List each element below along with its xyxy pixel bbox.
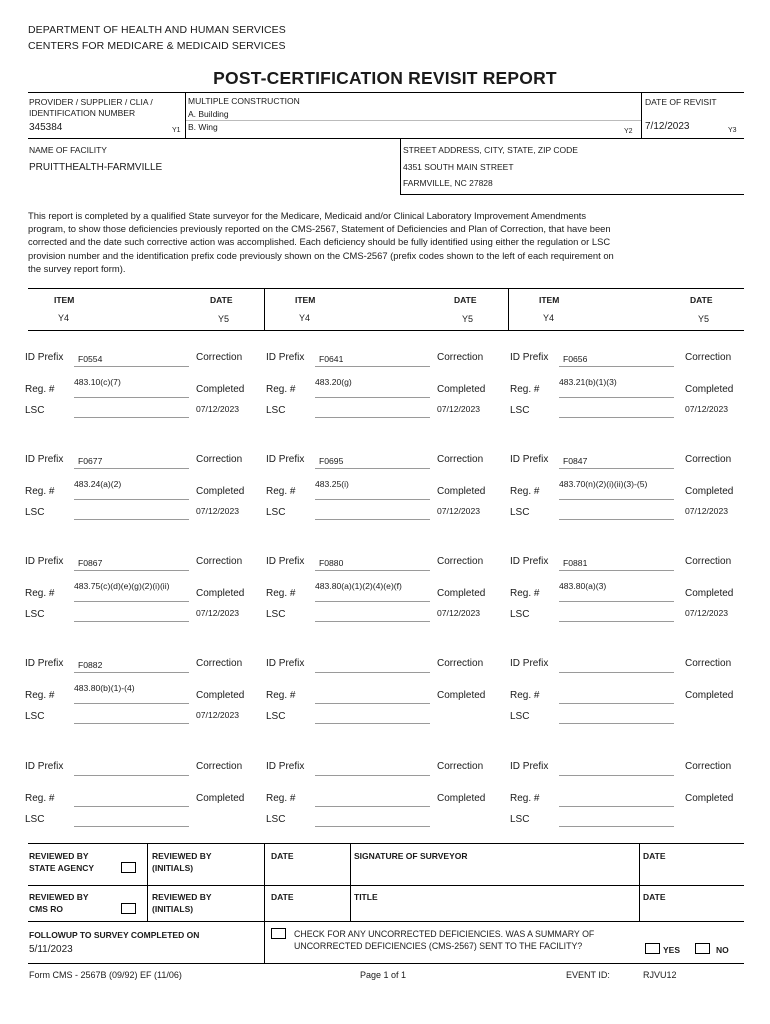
address-line-1: 4351 SOUTH MAIN STREET [403, 162, 514, 172]
title-date-label: DATE [643, 892, 666, 902]
reg-number-value[interactable]: 483.21(b)(1)(3) [559, 377, 617, 387]
lsc-label: LSC [25, 405, 45, 416]
yes-label: YES [663, 945, 681, 955]
report-title: POST-CERTIFICATION REVISIT REPORT [213, 68, 557, 88]
completed-date-value[interactable]: 07/12/2023 [196, 506, 240, 516]
event-id-label: EVENT ID: [566, 970, 610, 980]
signature-label: SIGNATURE OF SURVEYOR [354, 851, 468, 861]
completed-label: Completed [437, 690, 486, 701]
page-number: Page 1 of 1 [360, 970, 407, 980]
correction-label: Correction [196, 454, 243, 465]
id-prefix-label: ID Prefix [266, 658, 305, 669]
lsc-label: LSC [25, 711, 45, 722]
completed-label: Completed [196, 690, 245, 701]
state-agency-checkbox[interactable] [121, 862, 136, 873]
reg-number-label: Reg. # [510, 384, 540, 395]
lsc-label: LSC [266, 711, 286, 722]
column-item-code: Y4 [299, 313, 311, 323]
column-date-code: Y5 [218, 314, 230, 324]
correction-label: Correction [437, 556, 484, 567]
id-prefix-value[interactable]: F0554 [78, 354, 103, 364]
completed-label: Completed [196, 486, 245, 497]
id-prefix-label: ID Prefix [266, 352, 305, 363]
completed-date-value[interactable]: 07/12/2023 [196, 608, 240, 618]
revisit-date-label: DATE OF REVISIT [645, 97, 717, 107]
reviewed-by-state-label: REVIEWED BY STATE AGENCY [29, 851, 95, 873]
completed-label: Completed [685, 793, 734, 804]
completed-label: Completed [196, 793, 245, 804]
id-prefix-value[interactable]: F0880 [319, 558, 344, 568]
completed-date-value[interactable]: 07/12/2023 [437, 608, 481, 618]
lsc-label: LSC [25, 507, 45, 518]
correction-label: Correction [196, 352, 243, 363]
y3-code: Y3 [728, 127, 737, 134]
reg-number-value[interactable]: 483.80(b)(1)-(4) [74, 683, 135, 693]
completed-date-value[interactable]: 07/12/2023 [685, 506, 729, 516]
column-item-code: Y4 [58, 313, 70, 323]
id-prefix-label: ID Prefix [510, 658, 549, 669]
id-prefix-label: ID Prefix [25, 352, 64, 363]
completed-date-value[interactable]: 07/12/2023 [437, 506, 481, 516]
provider-id-label-1: PROVIDER / SUPPLIER / CLIA / [29, 97, 153, 107]
completed-date-value[interactable]: 07/12/2023 [685, 404, 729, 414]
provider-id-value: 345384 [29, 122, 63, 133]
uncorrected-question: CHECK FOR ANY UNCORRECTED DEFICIENCIES. WAS A SUMMARY OF UNCORRECTED DEFICIENCIES (CMS-2567) SENT TO THE FACILITY? [294, 929, 595, 951]
completed-label: Completed [196, 384, 245, 395]
column-date-code: Y5 [698, 314, 710, 324]
event-id-value: RJVU12 [643, 970, 677, 980]
lsc-label: LSC [266, 507, 286, 518]
column-date-header: DATE [454, 295, 477, 305]
correction-label: Correction [196, 556, 243, 567]
correction-label: Correction [685, 658, 732, 669]
correction-label: Correction [437, 352, 484, 363]
correction-label: Correction [685, 761, 732, 772]
correction-label: Correction [196, 658, 243, 669]
id-prefix-label: ID Prefix [266, 454, 305, 465]
facility-name-value: PRUITTHEALTH-FARMVILLE [29, 162, 163, 173]
column-item-code: Y4 [543, 313, 555, 323]
correction-label: Correction [196, 761, 243, 772]
lsc-label: LSC [25, 609, 45, 620]
lsc-label: LSC [510, 814, 530, 825]
completed-label: Completed [437, 486, 486, 497]
reg-number-label: Reg. # [25, 384, 55, 395]
correction-label: Correction [685, 454, 732, 465]
lsc-label: LSC [25, 814, 45, 825]
column-date-header: DATE [690, 295, 713, 305]
reg-number-label: Reg. # [25, 588, 55, 599]
followup-label: FOLLOWUP TO SURVEY COMPLETED ON [29, 930, 200, 940]
form-number: Form CMS - 2567B (09/92) EF (11/06) [29, 970, 182, 980]
followup-date-value: 5/11/2023 [29, 944, 73, 955]
completed-label: Completed [437, 588, 486, 599]
y1-code: Y1 [172, 127, 181, 134]
reg-number-value[interactable]: 483.80(a)(1)(2)(4)(e)(f) [315, 581, 402, 591]
facility-name-label: NAME OF FACILITY [29, 145, 107, 155]
completed-date-value[interactable]: 07/12/2023 [196, 710, 240, 720]
completed-label: Completed [437, 793, 486, 804]
reg-number-label: Reg. # [510, 486, 540, 497]
agency-name: CENTERS FOR MEDICARE & MEDICAID SERVICES [28, 40, 286, 52]
id-prefix-value[interactable]: F0847 [563, 456, 588, 466]
no-label: NO [716, 945, 729, 955]
id-prefix-label: ID Prefix [25, 658, 64, 669]
state-date-label: DATE [271, 851, 294, 861]
reg-number-label: Reg. # [510, 690, 540, 701]
id-prefix-label: ID Prefix [510, 761, 549, 772]
id-prefix-value[interactable]: F0656 [563, 354, 588, 364]
yes-checkbox[interactable] [645, 943, 660, 954]
reg-number-value[interactable]: 483.10(c)(7) [74, 377, 121, 387]
multiple-construction-label: MULTIPLE CONSTRUCTION [188, 96, 300, 106]
address-line-2: FARMVILLE, NC 27828 [403, 178, 493, 188]
completed-label: Completed [685, 588, 734, 599]
lsc-label: LSC [266, 405, 286, 416]
reviewed-by-cms-label: REVIEWED BY CMS RO [29, 892, 89, 914]
reg-number-value[interactable]: 483.24(a)(2) [74, 479, 122, 489]
correction-label: Correction [685, 556, 732, 567]
cms-ro-checkbox[interactable] [121, 903, 136, 914]
completed-date-value[interactable]: 07/12/2023 [685, 608, 729, 618]
lsc-label: LSC [510, 609, 530, 620]
reg-number-label: Reg. # [266, 793, 296, 804]
id-prefix-label: ID Prefix [266, 556, 305, 567]
completed-label: Completed [685, 690, 734, 701]
reg-number-label: Reg. # [25, 690, 55, 701]
column-date-header: DATE [210, 295, 233, 305]
lsc-label: LSC [510, 711, 530, 722]
provider-id-label-2: IDENTIFICATION NUMBER [29, 108, 136, 118]
lsc-label: LSC [510, 507, 530, 518]
id-prefix-value[interactable]: F0695 [319, 456, 344, 466]
reg-number-label: Reg. # [266, 384, 296, 395]
id-prefix-label: ID Prefix [510, 454, 549, 465]
completed-date-value[interactable]: 07/12/2023 [437, 404, 481, 414]
column-item-header: ITEM [54, 295, 75, 305]
department-name: DEPARTMENT OF HEALTH AND HUMAN SERVICES [28, 24, 286, 36]
id-prefix-value[interactable]: F0881 [563, 558, 588, 568]
completed-label: Completed [685, 384, 734, 395]
reg-number-label: Reg. # [266, 486, 296, 497]
no-checkbox[interactable] [695, 943, 710, 954]
id-prefix-label: ID Prefix [25, 761, 64, 772]
id-prefix-label: ID Prefix [510, 556, 549, 567]
completed-label: Completed [437, 384, 486, 395]
correction-label: Correction [437, 658, 484, 669]
id-prefix-value[interactable]: F0867 [78, 558, 103, 568]
id-prefix-value[interactable]: F0677 [78, 456, 103, 466]
reg-number-label: Reg. # [266, 588, 296, 599]
completed-label: Completed [196, 588, 245, 599]
uncorrected-checkbox[interactable] [271, 928, 286, 939]
signature-date-label: DATE [643, 851, 666, 861]
reg-number-value[interactable]: 483.80(a)(3) [559, 581, 607, 591]
id-prefix-label: ID Prefix [25, 454, 64, 465]
id-prefix-label: ID Prefix [510, 352, 549, 363]
reg-number-value[interactable]: 483.75(c)(d)(e)(g)(2)(i)(ii) [74, 581, 170, 591]
reg-number-value[interactable]: 483.70(n)(2)(i)(ii)(3)-(5) [559, 479, 648, 489]
building-label: A. Building [188, 109, 229, 119]
column-item-header: ITEM [295, 295, 316, 305]
wing-label: B. Wing [188, 122, 218, 132]
correction-label: Correction [685, 352, 732, 363]
lsc-label: LSC [266, 814, 286, 825]
lsc-label: LSC [510, 405, 530, 416]
column-item-header: ITEM [539, 295, 560, 305]
reg-number-label: Reg. # [510, 588, 540, 599]
reg-number-value[interactable]: 483.25(i) [315, 479, 349, 489]
id-prefix-value[interactable]: F0641 [319, 354, 344, 364]
cms-initials-label: REVIEWED BY (INITIALS) [152, 892, 212, 914]
address-label: STREET ADDRESS, CITY, STATE, ZIP CODE [403, 145, 578, 155]
reg-number-label: Reg. # [510, 793, 540, 804]
state-initials-label: REVIEWED BY (INITIALS) [152, 851, 212, 873]
y2-code: Y2 [624, 128, 633, 135]
title-label: TITLE [354, 892, 378, 902]
reg-number-value[interactable]: 483.20(g) [315, 377, 352, 387]
correction-label: Correction [437, 761, 484, 772]
completed-date-value[interactable]: 07/12/2023 [196, 404, 240, 414]
column-date-code: Y5 [462, 314, 474, 324]
id-prefix-label: ID Prefix [25, 556, 64, 567]
id-prefix-label: ID Prefix [266, 761, 305, 772]
revisit-date-value: 7/12/2023 [645, 121, 690, 132]
cms-date-label: DATE [271, 892, 294, 902]
lsc-label: LSC [266, 609, 286, 620]
reg-number-label: Reg. # [266, 690, 296, 701]
completed-label: Completed [685, 486, 734, 497]
correction-label: Correction [437, 454, 484, 465]
reg-number-label: Reg. # [25, 793, 55, 804]
intro-paragraph: This report is completed by a qualified State surveyor for the Medicare, Medicaid and/or Clinical Laboratory Improvement Amendments program, to show those deficiencies previously reported on the CMS-2567, Statement of Deficiencies and Plan of Correction, that have been corrected and the date such corrective action was accomplished. Each deficiency should be fully identified using either the regulation or LSC provision number and the identification prefix code previously shown on the CMS-2567 (prefix codes shown to the left of each requirement on the survey report form). [28, 210, 614, 274]
reg-number-label: Reg. # [25, 486, 55, 497]
id-prefix-value[interactable]: F0882 [78, 660, 103, 670]
